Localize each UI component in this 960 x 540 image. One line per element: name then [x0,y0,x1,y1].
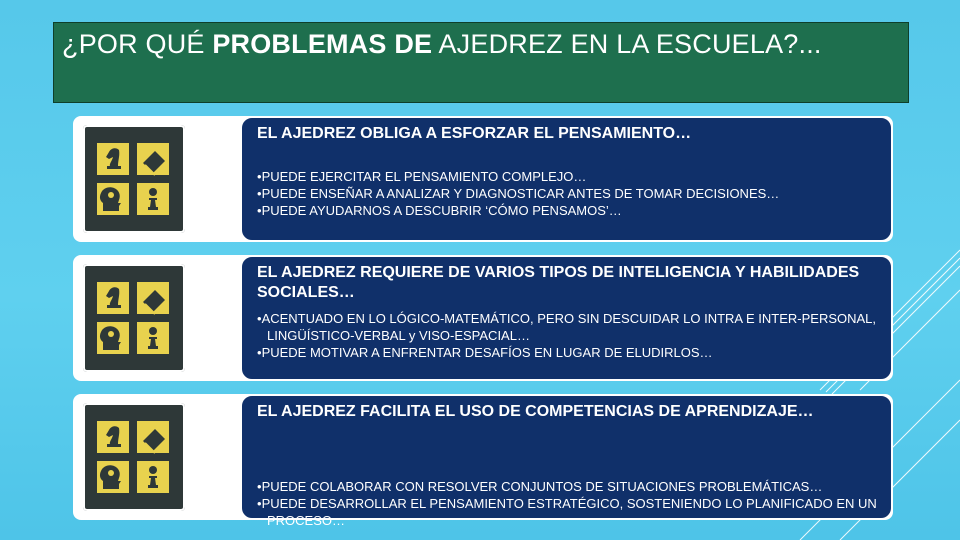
card-3-body [240,394,893,528]
chess-tiles-icon [83,264,185,372]
card-1-bullet-2: • PUEDE ENSEÑAR A ANALIZAR Y DIAGNOSTICAR ANTES DE TOMAR DECISIONES… [257,185,883,202]
card-1-bullet-1: • PUEDE EJERCITAR EL PENSAMIENTO COMPLEJO… [257,168,883,185]
card-2 [73,255,893,381]
card-3-heading: EL AJEDREZ FACILITA EL USO DE COMPETENCIAS DE APRENDIZAJE… [257,403,814,420]
card-3-thumbnail [83,403,185,511]
card-1 [73,116,893,242]
card-1-thumbnail [83,125,185,233]
card-1-heading: EL AJEDREZ OBLIGA A ESFORZAR EL PENSAMIENTO… [257,125,692,142]
chess-tiles-icon [83,125,185,233]
card-2-bullet-2: • PUEDE MOTIVAR A ENFRENTAR DESAFÍOS EN LUGAR DE ELUDIRLOS… [257,344,883,361]
card-3-bullet-2: • PUEDE DESARROLLAR EL PENSAMIENTO ESTRATÉGICO, SOSTENIENDO LO PLANIFICADO EN UN PROCESO… [257,495,883,529]
chess-tiles-icon [83,403,185,511]
card-2-bullets [257,310,883,361]
card-3 [73,394,893,528]
card-1-body [240,116,893,242]
card-2-body [240,255,893,381]
card-3-bullets [257,478,883,529]
card-2-thumbnail [83,264,185,372]
card-1-bullets [257,168,883,219]
card-2-heading: EL AJEDREZ REQUIERE DE VARIOS TIPOS DE INTELIGENCIA Y HABILIDADES SOCIALES… [257,264,860,301]
page-title [53,22,909,103]
title-suffix: AJEDREZ EN LA ESCUELA?... [432,29,822,59]
card-3-bullet-1: • PUEDE COLABORAR CON RESOLVER CONJUNTOS DE SITUACIONES PROBLEMÁTICAS… [257,478,883,495]
title-prefix: ¿POR QUÉ [62,29,213,59]
title-bold: PROBLEMAS DE [212,29,433,59]
card-2-bullet-1: • ACENTUADO EN LO LÓGICO-MATEMÁTICO, PERO SIN DESCUIDAR LO INTRA E INTER-PERSONAL, LINGÜÍSTICO-VERBAL y VISO-ESPACIAL… [257,310,883,344]
card-1-bullet-3: • PUEDE AYUDARNOS A DESCUBRIR ‘CÓMO PENSAMOS’… [257,202,883,219]
